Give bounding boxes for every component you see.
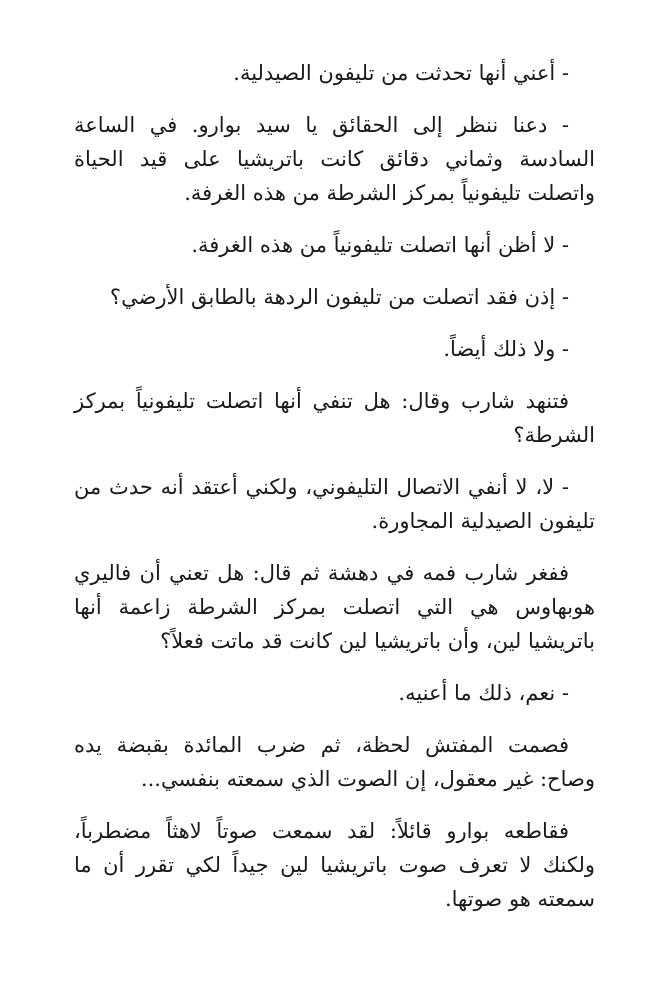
paragraph-10: فصمت المفتش لحظة، ثم ضرب المائدة بقبضة يده وصاح: غير معقول، إن الصوت الذي سمعته بنفسي... bbox=[74, 733, 595, 791]
paragraph-8: ففغر شارب فمه في دهشة ثم قال: هل تعني أن فاليري هوبهاوس هي التي اتصلت بمركز الشرطة زاعمة أنها باتريشيا لين، وأن باتريشيا لين كانت قد ماتت فعلاً؟ bbox=[74, 561, 595, 653]
paragraph-2: - دعنا ننظر إلى الحقائق يا سيد بوارو. في الساعة السادسة وثماني دقائق كانت باتريشيا على قيد الحياة واتصلت تليفونياً بمركز الشرطة من هذه الغرفة. bbox=[74, 113, 595, 205]
paragraph-6: فتنهد شارب وقال: هل تنفي أنها اتصلت تليفونياً بمركز الشرطة؟ bbox=[74, 389, 595, 447]
paragraph-7: - لا، لا أنفي الاتصال التليفوني، ولكني أعتقد أنه حدث من تليفون الصيدلية المجاورة. bbox=[74, 475, 595, 533]
paragraph-4: - إذن فقد اتصلت من تليفون الردهة بالطابق الأرضي؟ bbox=[109, 285, 569, 309]
paragraph-1: - أعني أنها تحدثت من تليفون الصيدلية. bbox=[233, 61, 569, 85]
paragraph-11: فقاطعه بوارو قائلاً: لقد سمعت صوتاً لاهثاً مضطرباً، ولكنك لا تعرف صوت باتريشيا لين جيداً لكي تقرر أن ما سمعته هو صوتها. bbox=[74, 819, 595, 911]
paragraph-5: - ولا ذلك أيضاً. bbox=[443, 337, 569, 361]
book-page-text bbox=[74, 56, 595, 934]
paragraph-9: - نعم، ذلك ما أعنيه. bbox=[398, 681, 569, 705]
paragraph-3: - لا أظن أنها اتصلت تليفونياً من هذه الغرفة. bbox=[191, 233, 569, 257]
